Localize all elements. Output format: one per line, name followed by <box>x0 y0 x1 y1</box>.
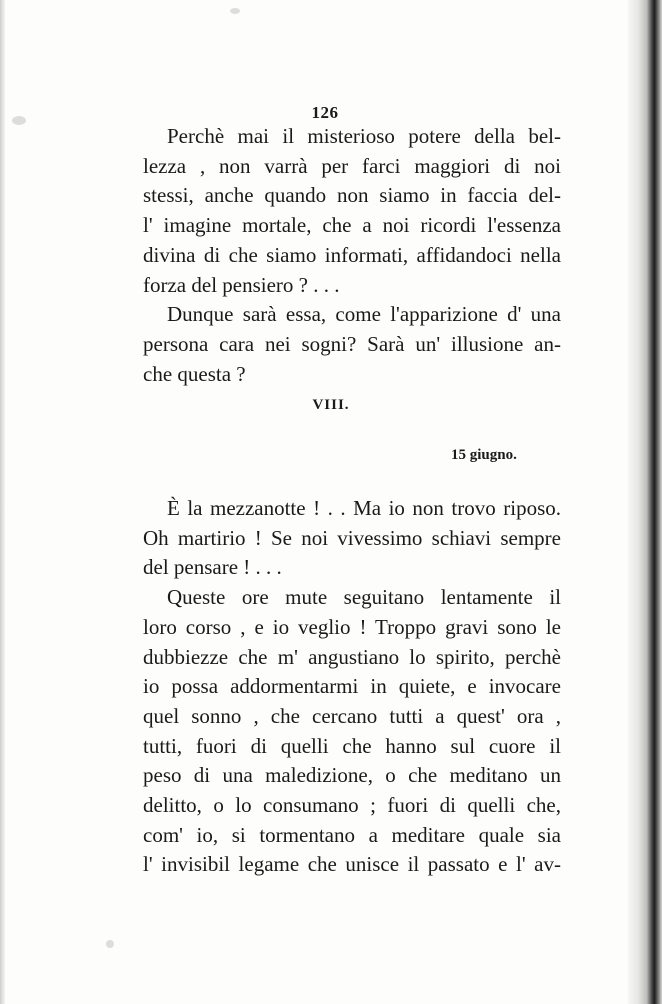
entry-date: 15 giugno. <box>451 447 517 463</box>
text-line: Oh martirio ! Se noi vivessimo schiavi sempre <box>143 525 561 550</box>
bottom-text-block <box>143 494 561 880</box>
page-number: 126 <box>311 103 339 122</box>
text-line: peso di una maledizione, o che meditano un <box>143 763 561 788</box>
paper-smudge <box>106 940 114 948</box>
page-binding-edge <box>628 0 662 1004</box>
text-line: Queste ore mute seguitano lentamente il <box>167 585 561 610</box>
paragraph <box>143 494 561 583</box>
text-line: È la mezzanotte ! . . Ma io non trovo riposo. <box>167 496 561 520</box>
section-heading: VIII. <box>312 397 350 413</box>
text-line: del pensare ! . . . <box>143 555 282 580</box>
paragraph <box>143 122 561 300</box>
text-line: tutti, fuori di quelli che hanno sul cuore il <box>143 733 561 758</box>
text-line: l' imagine mortale, che a noi ricordi l'essenza <box>143 213 561 238</box>
text-line: Perchè mai il misterioso potere della bel- <box>167 124 561 148</box>
text-line: Dunque sarà essa, come l'apparizione d' una <box>167 302 561 327</box>
text-line: loro corso , e io veglio ! Troppo gravi sono le <box>143 614 561 639</box>
paragraph <box>143 300 561 389</box>
paper-smudge <box>230 8 240 14</box>
text-line: che questa ? <box>143 361 246 386</box>
text-line: persona cara nei sogni? Sarà un' illusione an- <box>143 331 561 356</box>
text-line: com' io, si tormentano a meditare quale sia <box>143 822 561 847</box>
top-text-block <box>143 122 561 389</box>
paragraph <box>143 583 561 880</box>
text-line: divina di che siamo informati, affidandoci nella <box>143 242 561 267</box>
page-left-edge <box>0 0 5 1004</box>
text-line: l' invisibil legame che unisce il passato e l' av- <box>143 852 561 877</box>
text-line: stessi, anche quando non siamo in faccia del- <box>143 183 561 208</box>
text-line: delitto, o lo consumano ; fuori di quelli che, <box>143 793 561 818</box>
text-line: lezza , non varrà per farci maggiori di noi <box>143 153 561 178</box>
text-line: forza del pensiero ? . . . <box>143 272 340 297</box>
text-line: io possa addormentarmi in quiete, e invocare <box>143 674 561 699</box>
text-line: quel sonno , che cercano tutti a quest' ora , <box>143 703 561 728</box>
text-line: dubbiezze che m' angustiano lo spirito, perchè <box>143 644 561 669</box>
